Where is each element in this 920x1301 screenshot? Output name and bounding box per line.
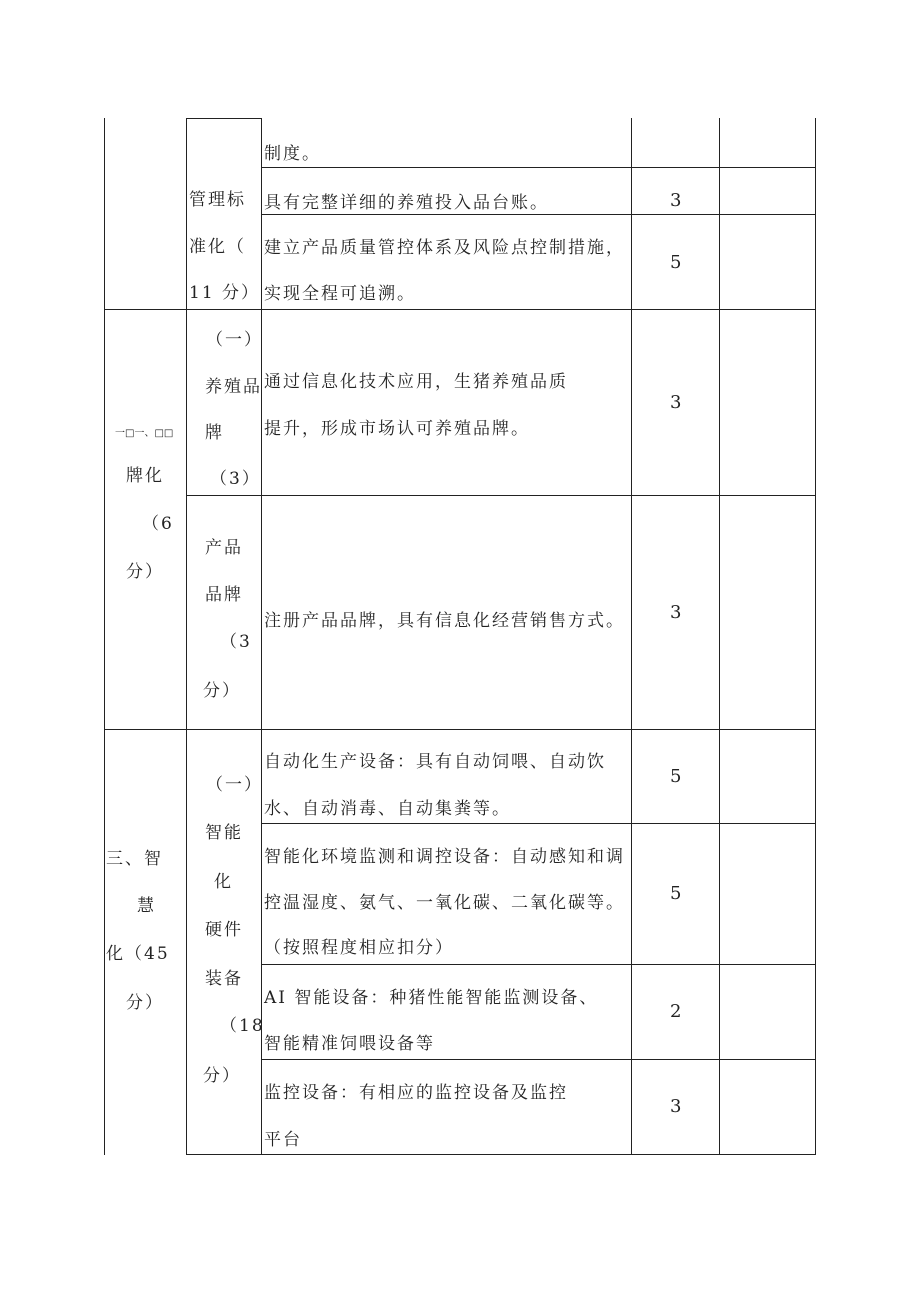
item-score: 3 — [670, 1096, 682, 1117]
item-score: 5 — [670, 766, 682, 787]
item-text: 平台 — [264, 1130, 302, 1150]
item-text: 水、自动消毒、自动集粪等。 — [264, 799, 511, 819]
subsection-label: （18 — [220, 1016, 265, 1036]
col-line-remark — [719, 118, 720, 1155]
row-line — [261, 964, 816, 965]
item-score: 3 — [670, 602, 682, 623]
row-line — [261, 823, 816, 824]
item-text: 自动化生产设备：具有自动饲喂、自动饮 — [264, 752, 606, 772]
row-line — [104, 729, 816, 730]
subsection-label: 牌 — [205, 423, 224, 443]
subsection-label: 装备 — [205, 969, 243, 989]
row-line — [186, 495, 816, 496]
category-label: （6 — [142, 514, 174, 534]
item-text: 制度。 — [264, 144, 321, 164]
item-score: 3 — [670, 392, 682, 413]
item-text: 建立产品质量管控体系及风险点控制措施， — [264, 238, 625, 258]
category-label: 三、智 — [106, 849, 163, 869]
subsection-label: 管理标 — [189, 190, 246, 210]
subsection-label: 11 分） — [189, 283, 261, 303]
col-line-left — [104, 118, 105, 1155]
subsection-label: （一） — [206, 330, 263, 350]
item-score: 2 — [670, 1001, 682, 1022]
subsection-label: （一） — [206, 775, 263, 795]
subsection-label: 智能 — [205, 823, 243, 843]
row-line — [186, 1154, 816, 1155]
subsection-label: 分） — [203, 1066, 241, 1086]
item-text: 智能精准饲喂设备等 — [264, 1034, 435, 1054]
subsection-label: 分） — [203, 681, 241, 701]
category-label: 分） — [126, 993, 164, 1013]
row-line — [261, 214, 816, 215]
col-line-score — [631, 118, 632, 1155]
category-label: 分） — [126, 562, 164, 582]
item-text: 具有完整详细的养殖投入品台账。 — [264, 193, 549, 213]
item-text: AI 智能设备：种猪性能智能监测设备、 — [264, 988, 599, 1008]
category-label: 化（45 — [106, 944, 170, 964]
item-text: 控温湿度、氨气、一氧化碳、二氧化碳等。 — [264, 893, 625, 913]
item-text: 注册产品品牌，具有信息化经营销售方式。 — [264, 611, 625, 631]
row-line — [261, 1059, 816, 1060]
item-text: （按照程度相应扣分） — [264, 938, 454, 958]
row-line — [104, 309, 816, 310]
item-text: 监控设备：有相应的监控设备及监控 — [264, 1083, 568, 1103]
category-label: 一□一、□□ — [115, 428, 174, 439]
subsection-label: （3 — [220, 632, 252, 652]
row-line — [261, 167, 816, 168]
col-line-sub — [186, 118, 187, 1155]
item-text: 提升，形成市场认可养殖品牌。 — [264, 419, 530, 439]
item-text: 实现全程可追溯。 — [264, 284, 416, 304]
row-line — [186, 118, 262, 119]
col-line-content — [261, 118, 262, 1155]
subsection-label: 品牌 — [205, 585, 243, 605]
subsection-label: 硬件 — [205, 920, 243, 940]
subsection-label: 养殖品 — [205, 377, 262, 397]
item-score: 5 — [670, 883, 682, 904]
category-label: 牌化 — [126, 466, 164, 486]
subsection-label: 产品 — [205, 538, 243, 558]
subsection-label: （3） — [210, 469, 261, 489]
category-label: 慧 — [137, 896, 156, 916]
item-text: 智能化环境监测和调控设备：自动感知和调 — [264, 847, 625, 867]
item-score: 5 — [670, 252, 682, 273]
item-score: 3 — [670, 190, 682, 211]
col-line-right — [815, 118, 816, 1155]
subsection-label: 准化（ — [189, 237, 246, 257]
item-text: 通过信息化技术应用，生猪养殖品质 — [264, 372, 568, 392]
subsection-label: 化 — [214, 872, 233, 892]
